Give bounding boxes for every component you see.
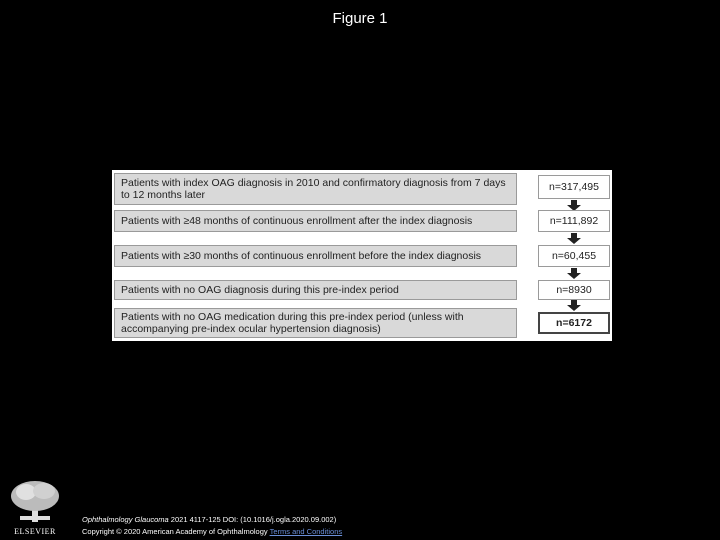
- step-box-4: Patients with no OAG diagnosis during this pre-index period: [114, 280, 517, 300]
- count-box-2: n=111,892: [538, 210, 610, 232]
- citation-line-2: [82, 526, 342, 538]
- step-box-1: Patients with index OAG diagnosis in 2010 and confirmatory diagnosis from 7 days to 12 months later: [114, 173, 517, 205]
- copyright-text: Copyright © 2020 American Academy of Ophthalmology: [82, 527, 270, 536]
- count-box-3: n=60,455: [538, 245, 610, 267]
- citation-doi: 2021 4117-125 DOI: (10.1016/j.ogla.2020.09.002): [168, 515, 337, 524]
- journal-name: Ophthalmology Glaucoma: [82, 515, 169, 524]
- step-box-2: Patients with ≥48 months of continuous enrollment after the index diagnosis: [114, 210, 517, 232]
- logo-text: ELSEVIER: [14, 527, 56, 536]
- count-box-4: n=8930: [538, 280, 610, 300]
- down-arrow-icon: [567, 300, 581, 311]
- count-box-5: n=6172: [538, 312, 610, 334]
- citation: [82, 514, 342, 538]
- figure-title: Figure 1: [332, 10, 388, 27]
- step-box-3: Patients with ≥30 months of continuous enrollment before the index diagnosis: [114, 245, 517, 267]
- terms-link[interactable]: Terms and Conditions: [269, 527, 343, 536]
- flowchart: [112, 170, 612, 341]
- down-arrow-icon: [567, 268, 581, 279]
- down-arrow-icon: [567, 233, 581, 244]
- step-box-5: Patients with no OAG medication during this pre-index period (unless with accompanying pre-index ocular hypertension diagnosis): [114, 308, 517, 338]
- citation-line-1: [82, 514, 342, 526]
- count-box-1: n=317,495: [538, 175, 610, 199]
- tree-icon: [6, 478, 64, 524]
- elsevier-logo: [6, 478, 64, 536]
